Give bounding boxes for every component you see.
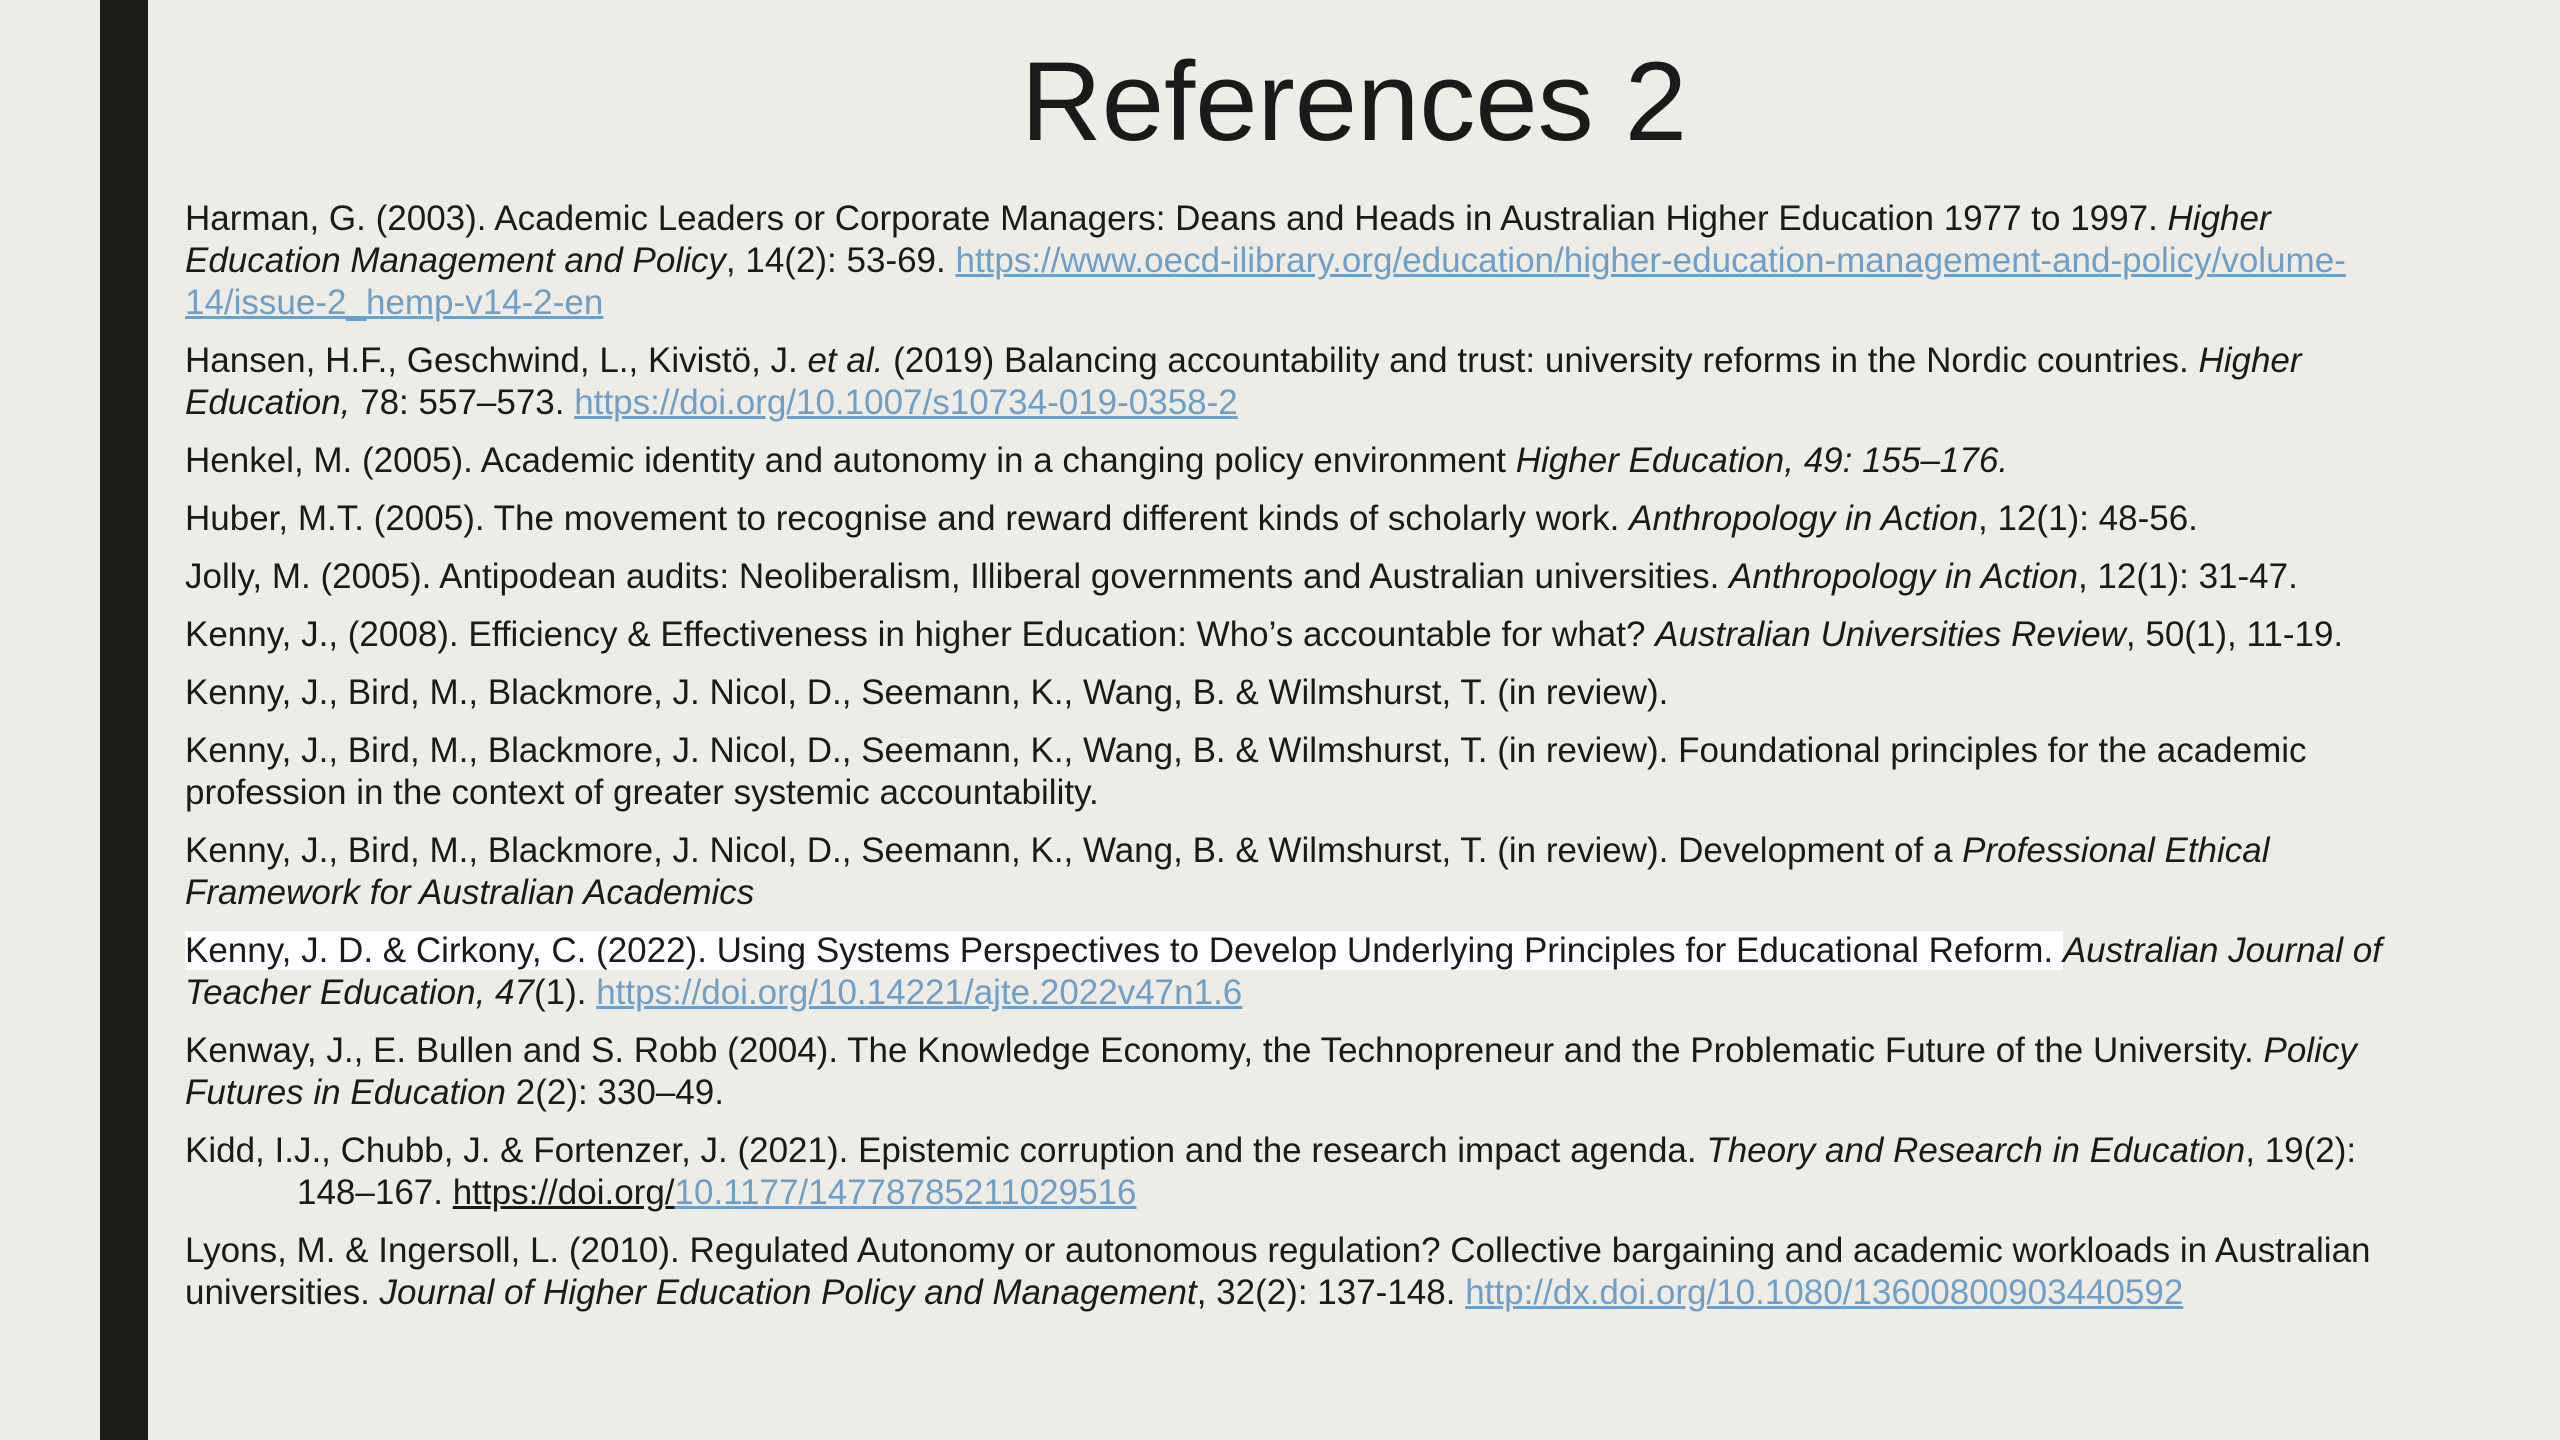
reference-journal: Higher Education Management and Policy	[185, 199, 2271, 280]
reference-text: 2(2): 330–49.	[506, 1073, 724, 1112]
reference-journal: Anthropology in Action	[1629, 499, 1979, 538]
reference-text: , 14(2): 53-69.	[725, 241, 956, 280]
reference-text: Lyons, M. & Ingersoll, L. (2010). Regulated Autonomy or autonomous regulation? Collective bargaining and academic workloads in Australian universities.	[185, 1231, 2371, 1312]
reference-item-huber	[185, 498, 2415, 540]
bullet-square-icon	[107, 1146, 125, 1164]
reference-item-kenny-2008	[185, 614, 2415, 656]
bullet-square-icon	[107, 572, 125, 590]
reference-text: , 12(1): 48-56.	[1978, 499, 2198, 538]
reference-text: Jolly, M. (2005). Antipodean audits: Neoliberalism, Illiberal governments and Australian universities.	[185, 557, 1730, 596]
reference-link-prefix[interactable]: https://doi.org/	[452, 1173, 675, 1212]
reference-text: Huber, M.T. (2005). The movement to recognise and reward different kinds of scholarly work.	[185, 499, 1630, 538]
bullet-square-icon	[107, 1246, 125, 1264]
reference-italic: et al.	[807, 341, 884, 380]
reference-item-henkel	[185, 440, 2415, 482]
reference-text: , 12(1): 31-47.	[2077, 557, 2298, 596]
reference-journal: Theory and Research in Education	[1706, 1131, 2246, 1170]
slide-title: References 2	[1020, 39, 1688, 164]
reference-journal: Higher Education,	[185, 341, 2302, 422]
reference-text: , 19(2):	[2245, 1131, 2357, 1170]
reference-text: Kenny, J., (2008). Efficiency & Effectiveness in higher Education: Who’s accountable for what?	[185, 615, 1656, 654]
reference-italic: Professional Ethical Framework for Australian Academics	[185, 831, 2270, 912]
reference-text: Hansen, H.F., Geschwind, L., Kivistö, J.	[185, 341, 808, 380]
reference-item-jolly	[185, 556, 2415, 598]
reference-item-kenway	[185, 1030, 2415, 1114]
reference-text: Harman, G. (2003). Academic Leaders or Corporate Managers: Deans and Heads in Australian Higher Education 1977 to 1997.	[185, 199, 2168, 238]
reference-text: Kenny, J., Bird, M., Blackmore, J. Nicol, D., Seemann, K., Wang, B. & Wilmshurst, T. (in review). Development of a	[185, 831, 1963, 870]
bullet-square-icon	[107, 214, 125, 232]
bullet-square-icon	[107, 514, 125, 532]
reference-item-harman	[185, 198, 2415, 324]
reference-text: Kenny, J., Bird, M., Blackmore, J. Nicol, D., Seemann, K., Wang, B. & Wilmshurst, T. (in review).	[185, 673, 1669, 712]
reference-text: Kenway, J., E. Bullen and S. Robb (2004). The Knowledge Economy, the Technopreneur and the Problematic Future of the University.	[185, 1031, 2264, 1070]
reference-text: (1).	[533, 973, 597, 1012]
bullet-square-icon	[107, 1046, 125, 1064]
reference-link[interactable]: https://doi.org/10.1007/s10734-019-0358-2	[574, 383, 1238, 422]
reference-text: , 50(1), 11-19.	[2125, 615, 2344, 654]
reference-item-kenny-cirkony	[185, 930, 2415, 1014]
reference-text: Henkel, M. (2005). Academic identity and autonomy in a changing policy environment	[185, 441, 1516, 480]
reference-text: , 32(2): 137-148.	[1196, 1273, 1466, 1312]
reference-item-kenny-review-3	[185, 830, 2415, 914]
reference-item-kenny-review-1	[185, 672, 2415, 714]
reference-list	[185, 198, 2415, 1330]
reference-text: Kenny, J., Bird, M., Blackmore, J. Nicol, D., Seemann, K., Wang, B. & Wilmshurst, T. (in review). Foundational principles for the academic profession in the context of greater systemic accountability.	[185, 731, 2307, 812]
reference-text: 148–167.	[297, 1173, 453, 1212]
reference-text: Kenny, J. D. & Cirkony, C. (2022). Using Systems Perspectives to Develop Underlying Principles for Educational Reform.	[185, 931, 2063, 970]
reference-item-kenny-review-2	[185, 730, 2415, 814]
reference-text: (2019) Balancing accountability and trust: university reforms in the Nordic countries.	[883, 341, 2199, 380]
bullet-square-icon	[107, 356, 125, 374]
reference-link[interactable]: https://doi.org/10.14221/ajte.2022v47n1.6	[596, 973, 1243, 1012]
reference-item-kidd	[185, 1130, 2415, 1214]
reference-indent	[185, 1172, 1136, 1214]
reference-link[interactable]: http://dx.doi.org/10.1080/13600800903440592	[1465, 1273, 2184, 1312]
reference-text: 78: 557–573.	[350, 383, 575, 422]
reference-journal: Australian Journal of Teacher Education, 47	[185, 931, 2382, 1012]
reference-journal: Journal of Higher Education Policy and Management	[379, 1273, 1197, 1312]
bullet-square-icon	[107, 946, 125, 964]
reference-journal: Policy Futures in Education	[185, 1031, 2357, 1112]
reference-item-hansen	[185, 340, 2415, 424]
reference-item-lyons	[185, 1230, 2415, 1314]
reference-journal: Anthropology in Action	[1729, 557, 2078, 596]
reference-text: Kidd, I.J., Chubb, J. & Fortenzer, J. (2021). Epistemic corruption and the research impact agenda.	[185, 1131, 1707, 1170]
reference-link[interactable]: 10.1177/14778785211029516	[674, 1173, 1137, 1212]
reference-journal: Australian Universities Review	[1655, 615, 2126, 654]
bullet-square-icon	[107, 456, 125, 474]
reference-journal: Higher Education, 49: 155–176.	[1515, 441, 2009, 480]
reference-link[interactable]: https://www.oecd-ilibrary.org/education/higher-education-management-and-policy/volume-14/issue-2_hemp-v14-2-en	[185, 241, 2346, 322]
